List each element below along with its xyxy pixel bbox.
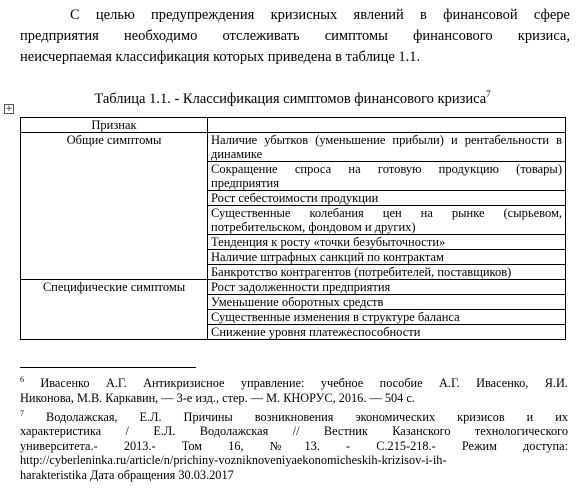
footnote-7-line: характеристика / Е.Л. Водолажская // Вестник Казанского технологического bbox=[20, 424, 568, 439]
symptom-cell: Рост себестоимости продукции bbox=[208, 191, 566, 206]
symptom-cell: Существенные колебания цен на рынке (сырьевом, потребительском, фондовом и других) bbox=[208, 206, 566, 235]
body-paragraph bbox=[20, 5, 570, 68]
table-header-row bbox=[21, 118, 566, 133]
symptom-cell: Существенные изменения в структуре баланса bbox=[208, 310, 566, 325]
caption-text: Таблица 1.1. - Классификация симптомов финансового кризиса bbox=[94, 90, 487, 107]
table-row bbox=[21, 133, 566, 162]
footnote-separator bbox=[20, 367, 196, 368]
header-cell: Признак bbox=[21, 118, 208, 133]
symptom-cell: Банкротство контрагентов (потребителей, поставщиков) bbox=[208, 265, 566, 280]
footnote-7-line: http://cyberleninka.ru/article/n/prichiny-vozniknoveniyaekonomicheskih-krizisov-i-ih- bbox=[20, 453, 447, 468]
footnote-6-line bbox=[20, 373, 568, 391]
footnote-7-line: университета.- 2013.- Том 16, №13. - С.215-218.- Режим доступа: bbox=[20, 438, 568, 453]
symptoms-table bbox=[20, 117, 566, 340]
paragraph-line: С целью предупреждения кризисных явлений в финансовой сфере bbox=[70, 7, 570, 23]
footnote-7-line: harakteristika Дата обращения 30.03.2017 bbox=[20, 467, 234, 482]
group-label-general: Общие симптомы bbox=[21, 133, 208, 280]
symptom-cell: Наличие убытков (уменьшение прибыли) и рентабельности в динамике bbox=[208, 133, 566, 162]
footnotes bbox=[20, 373, 568, 482]
footnote-mark: 6 bbox=[20, 375, 24, 384]
symptom-cell: Рост задолженности предприятия bbox=[208, 280, 566, 295]
caption-footnote-ref: 7 bbox=[486, 89, 491, 99]
footnote-text: Водолажская, Е.Л. Причины возникновения экономических кризисов и их bbox=[46, 410, 568, 424]
paragraph-line: предприятия необходимо отслеживать симптомы финансового кризиса, bbox=[20, 28, 570, 44]
group-label-specific: Специфические симптомы bbox=[21, 280, 208, 340]
footnote-mark: 7 bbox=[20, 408, 24, 418]
symptom-cell: Наличие штрафных санкций по контрактам bbox=[208, 250, 566, 265]
paragraph-line: неисчерпаемая классификация которых приведена в таблице 1.1. bbox=[20, 49, 421, 65]
symptom-cell: Сокращение спроса на готовую продукцию (товары) предприятия bbox=[208, 162, 566, 191]
header-cell-empty bbox=[208, 118, 566, 133]
footnote-text: Ивасенко А.Г. Антикризисное управление: учебное пособие А.Г. Ивасенко, Я.И. bbox=[40, 376, 568, 391]
symptom-cell: Уменьшение оборотных средств bbox=[208, 295, 566, 310]
symptom-cell: Тенденция к росту «точки безубыточности» bbox=[208, 235, 566, 250]
table-caption bbox=[0, 84, 585, 109]
table-move-handle-icon[interactable]: + bbox=[5, 104, 13, 114]
symptom-cell: Снижение уровня платежеспособности bbox=[208, 325, 566, 340]
footnote-7-line bbox=[20, 407, 568, 425]
table-row bbox=[21, 280, 566, 295]
footnote-6-line: Никонова, М.В. Каркавин, — 3-е изд., стер. — М. КНОРУС, 2016. — 504 с. bbox=[20, 390, 415, 405]
